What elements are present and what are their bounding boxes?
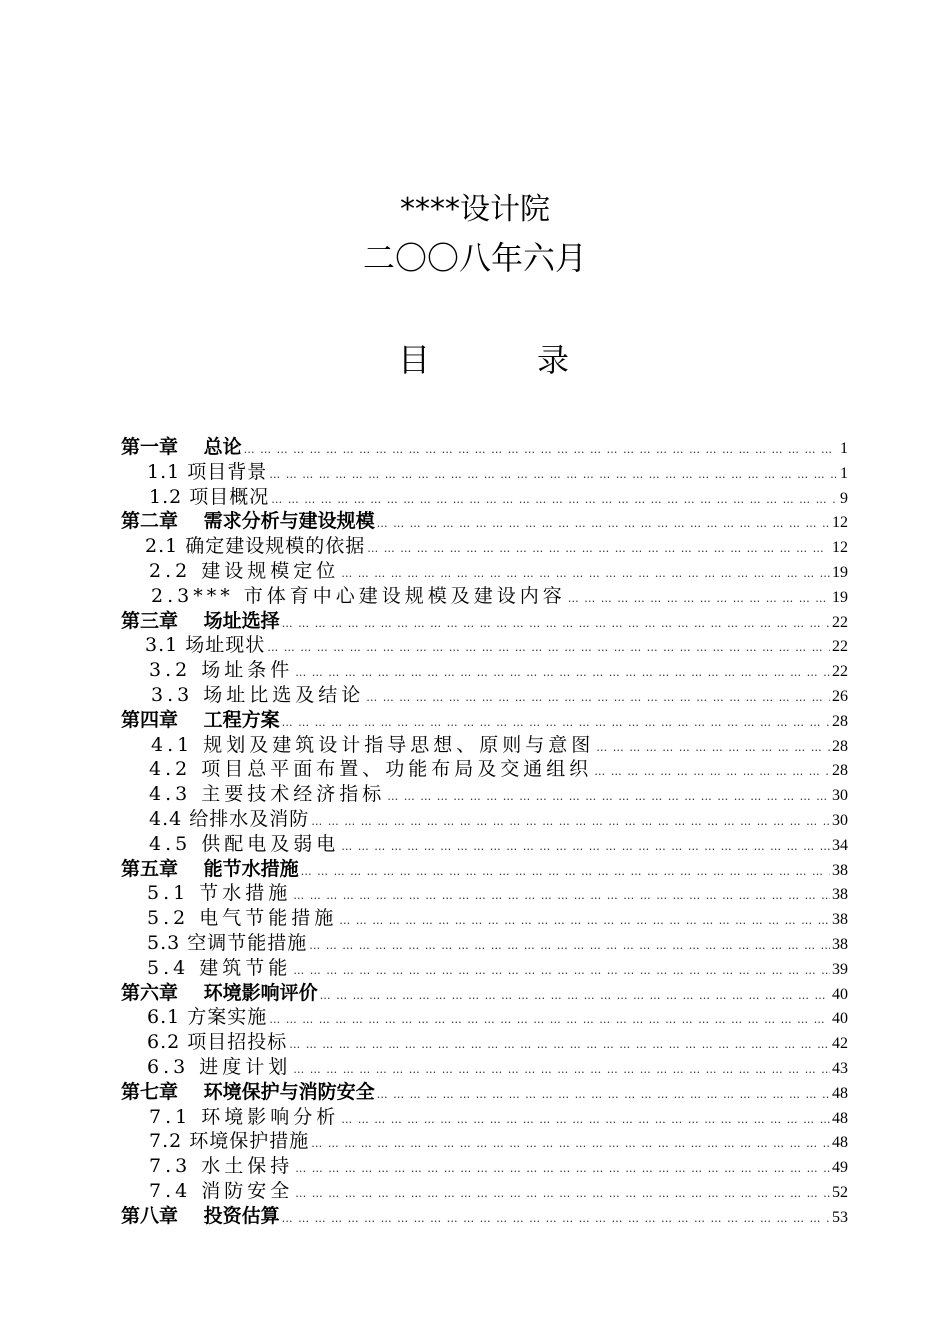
toc-entry-label: 第七章 环境保护与消防安全 — [121, 1080, 375, 1102]
toc-page-number: 48 — [832, 1134, 848, 1152]
toc-dot-leader — [341, 567, 830, 580]
toc-page-number: 1 — [840, 464, 848, 482]
toc-dot-leader — [339, 914, 830, 927]
organization-name: ****设计院 — [400, 192, 550, 227]
toc-section-entry[interactable] — [121, 903, 848, 928]
toc-section-entry[interactable] — [121, 482, 848, 507]
toc-entry-label: 1.2 项目概况 — [149, 485, 270, 507]
toc-entry-label: 5.3 空调节能措施 — [147, 931, 308, 953]
toc-page-number: 30 — [832, 787, 848, 804]
toc-section-entry[interactable] — [121, 581, 848, 606]
toc-section-entry[interactable] — [121, 655, 848, 680]
toc-section-entry[interactable] — [121, 1052, 848, 1077]
toc-page-number: 42 — [832, 1035, 848, 1052]
toc-section-entry[interactable] — [121, 928, 848, 953]
toc-entry-label: 第八章 投资估算 — [121, 1204, 280, 1226]
toc-dot-leader — [271, 493, 836, 506]
toc-entry-label: 2.1 确定建设规模的依据 — [145, 535, 366, 556]
toc-dot-leader — [282, 1212, 830, 1225]
toc-section-entry[interactable] — [121, 953, 848, 978]
toc-section-entry[interactable] — [121, 1151, 848, 1176]
toc-section-entry[interactable] — [121, 1027, 848, 1052]
toc-page-number: 38 — [832, 861, 848, 879]
toc-entry-label: 7.3 水土保持 — [149, 1155, 294, 1176]
toc-page-number: 9 — [840, 489, 848, 507]
document-date: 二〇〇八年六月 — [362, 239, 587, 277]
toc-page-number: 48 — [832, 1084, 848, 1102]
toc-section-entry[interactable] — [121, 457, 848, 482]
toc-page-number: 19 — [832, 563, 848, 581]
toc-entry-label: 4.5 供配电及弱电 — [149, 832, 340, 854]
toc-entry-label: 7.2 环境保护措施 — [149, 1130, 310, 1152]
toc-section-entry[interactable] — [121, 1126, 848, 1151]
toc-section-entry[interactable] — [121, 1102, 848, 1127]
toc-section-entry[interactable] — [121, 630, 848, 655]
toc-entry-label: 1.1 项目背景 — [147, 460, 268, 482]
toc-chapter-entry[interactable] — [121, 1077, 848, 1102]
toc-chapter-entry[interactable] — [121, 978, 848, 1003]
toc-page-number: 48 — [832, 1109, 848, 1127]
toc-section-entry[interactable] — [121, 878, 848, 903]
toc-dot-leader — [295, 1187, 830, 1200]
toc-dot-leader — [594, 765, 830, 778]
toc-section-entry[interactable] — [121, 1176, 848, 1201]
toc-page-number: 26 — [832, 687, 848, 705]
toc-section-entry[interactable] — [121, 531, 848, 556]
toc-entry-label: 第三章 场址选择 — [121, 609, 280, 631]
toc-entry-label: 5.4 建筑节能 — [147, 956, 292, 978]
toc-dot-leader — [293, 1063, 830, 1076]
toc-dot-leader — [366, 691, 830, 704]
toc-dot-leader — [320, 989, 830, 1002]
toc-page-number: 22 — [832, 613, 848, 631]
toc-title — [0, 338, 950, 382]
toc-section-entry[interactable] — [121, 680, 848, 705]
toc-dot-leader — [269, 1013, 830, 1026]
toc-page-number: 28 — [832, 737, 848, 755]
toc-dot-leader — [269, 468, 836, 481]
toc-page-number: 53 — [832, 1208, 848, 1226]
toc-section-entry[interactable] — [121, 730, 848, 755]
toc-page-number: 40 — [832, 985, 848, 1003]
toc-page-number: 28 — [832, 712, 848, 730]
toc-dot-leader — [309, 939, 830, 952]
toc-entry-label: 第一章 总论 — [121, 436, 242, 457]
toc-page-number: 28 — [832, 762, 848, 780]
toc-entry-label: 4.4 给排水及消防 — [149, 807, 310, 829]
toc-page-number: 12 — [832, 539, 848, 556]
toc-page-number: 22 — [832, 638, 848, 656]
toc-title-char-2: 录 — [537, 341, 570, 379]
toc-dot-leader — [377, 1088, 830, 1101]
toc-entry-label: 7.1 环境影响分析 — [149, 1105, 340, 1127]
toc-dot-leader — [267, 641, 830, 654]
toc-page-number: 12 — [832, 514, 848, 532]
toc-chapter-entry[interactable] — [121, 1201, 848, 1226]
toc-chapter-entry[interactable] — [121, 432, 848, 457]
toc-page-number: 1 — [840, 440, 848, 457]
toc-dot-leader — [568, 592, 830, 605]
toc-title-char-1: 目 — [398, 341, 431, 379]
toc-entry-label: 第二章 需求分析与建设规模 — [121, 510, 375, 532]
toc-chapter-entry[interactable] — [121, 854, 848, 879]
toc-entry-label: 3.3 场址比选及结论 — [151, 683, 365, 705]
toc-entry-label: 6.1 方案实施 — [147, 1006, 268, 1028]
toc-entry-label: 第五章 能节水措施 — [121, 857, 299, 879]
toc-dot-leader — [341, 840, 830, 853]
toc-page-number: 49 — [832, 1159, 848, 1176]
toc-dot-leader — [387, 790, 830, 803]
toc-page-number: 34 — [832, 836, 848, 854]
toc-entry-label: 3.2 场址条件 — [149, 659, 294, 680]
toc-section-entry[interactable] — [121, 754, 848, 779]
toc-entry-label: 第四章 工程方案 — [121, 708, 280, 730]
toc-section-entry[interactable] — [121, 779, 848, 804]
toc-dot-leader — [367, 542, 830, 555]
toc-page-number: 39 — [832, 960, 848, 978]
toc-entry-label: 2.2 建设规模定位 — [149, 559, 340, 581]
toc-section-entry[interactable] — [121, 829, 848, 854]
toc-section-entry[interactable] — [121, 556, 848, 581]
toc-chapter-entry[interactable] — [121, 506, 848, 531]
toc-dot-leader — [244, 443, 836, 456]
toc-entry-label: 4.2 项目总平面布置、功能布局及交通组织 — [149, 758, 593, 780]
toc-dot-leader — [293, 964, 830, 977]
toc-entry-label: 4.1 规划及建筑设计指导思想、原则与意图 — [151, 733, 595, 755]
toc-section-entry[interactable] — [121, 1002, 848, 1027]
toc-page-number: 19 — [832, 588, 848, 606]
toc-entry-label: 6.2 项目招投标 — [147, 1031, 288, 1052]
toc-page-number: 52 — [832, 1183, 848, 1201]
toc-dot-leader — [293, 889, 830, 902]
toc-page-number: 30 — [832, 811, 848, 829]
toc-page-number: 40 — [832, 1010, 848, 1028]
toc-page-number: 38 — [832, 911, 848, 928]
toc-dot-leader — [311, 1137, 830, 1150]
toc-entry-label: 3.1 场址现状 — [145, 634, 266, 656]
toc-page-number: 22 — [832, 663, 848, 680]
toc-dot-leader — [289, 1038, 830, 1051]
toc-entry-label: 第六章 环境影响评价 — [121, 981, 318, 1003]
toc-dot-leader — [311, 815, 830, 828]
toc-entry-label: 5.2 电气节能措施 — [147, 907, 338, 928]
toc-entry-label: 5.1 节水措施 — [147, 882, 292, 904]
toc-page-number: 43 — [832, 1059, 848, 1077]
toc-chapter-entry[interactable] — [121, 606, 848, 631]
toc-dot-leader — [282, 617, 830, 630]
toc-dot-leader — [596, 741, 830, 754]
toc-dot-leader — [282, 716, 830, 729]
toc-page-number: 38 — [832, 935, 848, 953]
table-of-contents — [121, 432, 848, 1226]
toc-dot-leader — [341, 1113, 830, 1126]
toc-entry-label: 4.3 主要技术经济指标 — [149, 783, 386, 804]
toc-dot-leader — [377, 517, 830, 530]
toc-entry-label: 2.3*** 市体育中心建设规模及建设内容 — [151, 584, 566, 606]
toc-chapter-entry[interactable] — [121, 705, 848, 730]
toc-entry-label: 7.4 消防安全 — [149, 1179, 294, 1201]
toc-page-number: 38 — [832, 886, 848, 904]
toc-section-entry[interactable] — [121, 804, 848, 829]
toc-dot-leader — [295, 666, 830, 679]
toc-entry-label: 6.3 进度计划 — [147, 1055, 292, 1077]
toc-dot-leader — [301, 865, 830, 878]
toc-dot-leader — [295, 1162, 830, 1175]
